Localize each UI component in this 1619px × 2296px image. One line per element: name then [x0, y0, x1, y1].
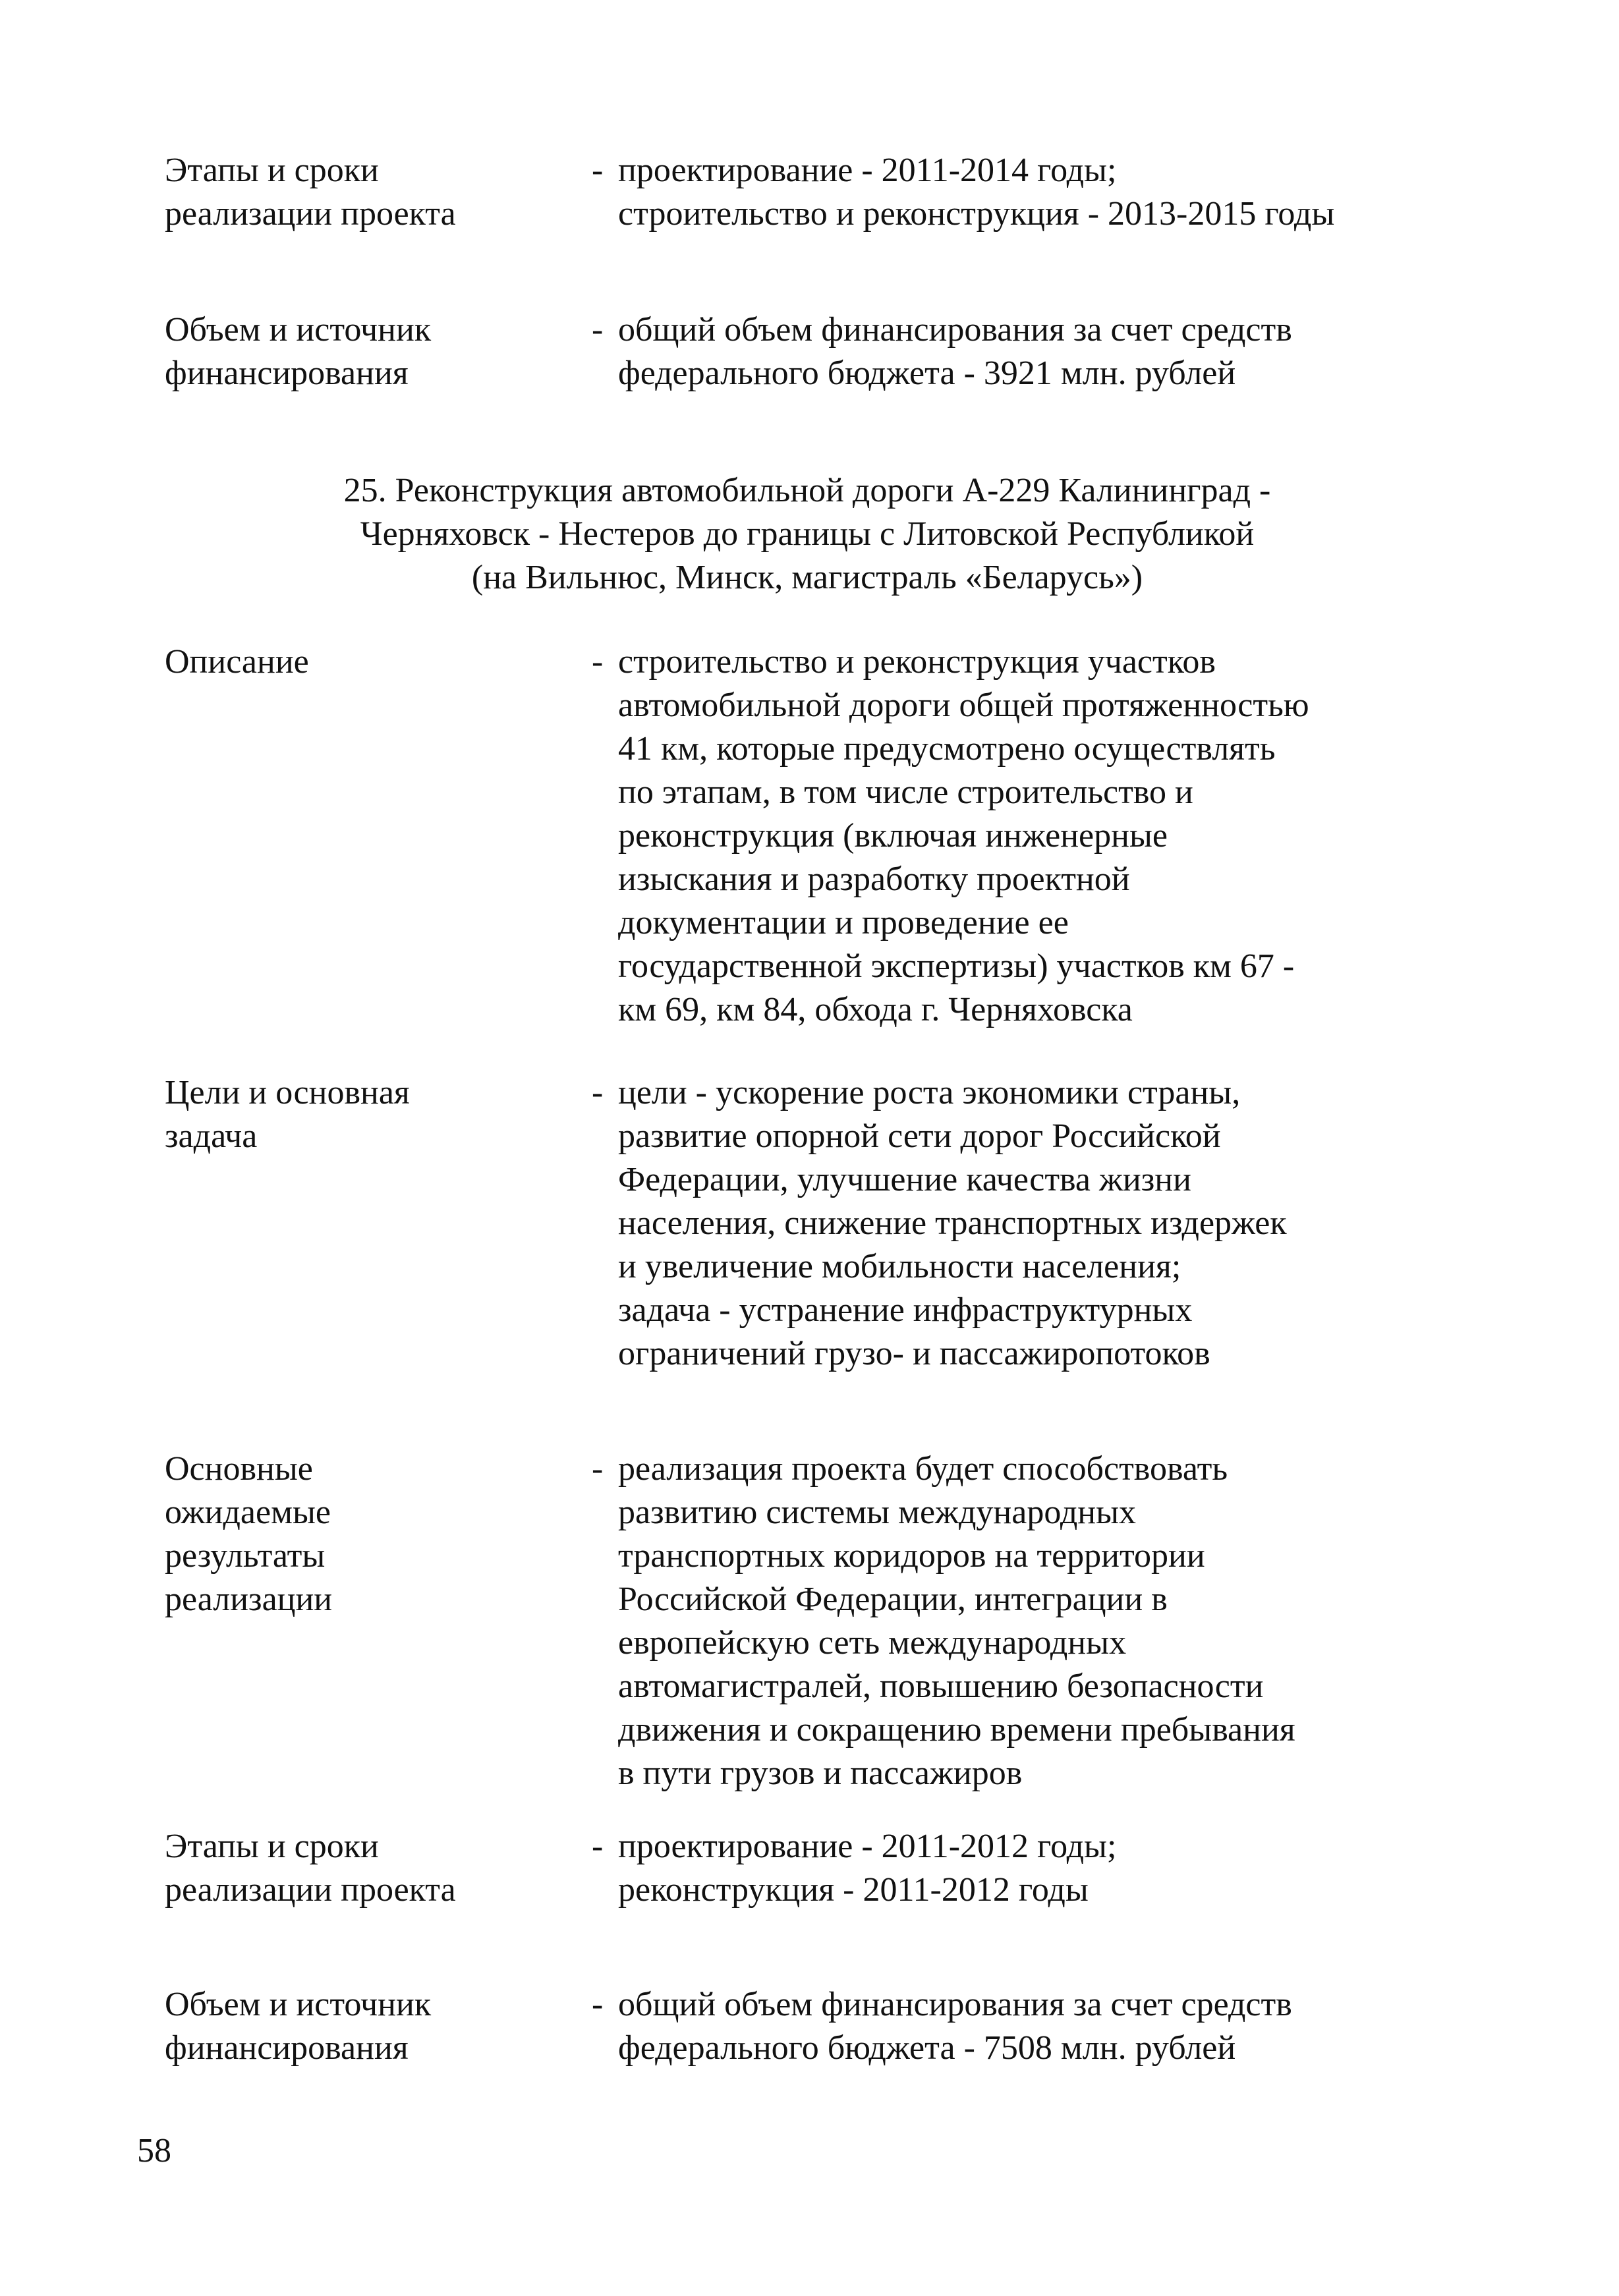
dash: - — [592, 1074, 604, 1111]
dash: - — [592, 311, 604, 349]
row-label: Объем и источник финансирования — [165, 1986, 432, 2067]
row-value-text: проектирование - 2011-2012 годы; реконструкция - 2011-2012 годы — [618, 1828, 1117, 1909]
row-label: Цели и основная задача — [165, 1074, 410, 1155]
row-label: Основные ожидаемые результаты реализации — [165, 1450, 333, 1618]
section-title: 25. Реконструкция автомобильной дороги А-229 Калининград - Черняховск - Нестеров до границы с Литовской Республикой (на Вильнюс, Минск, магистраль «Беларусь») — [343, 472, 1271, 596]
row-value-text: общий объем финансирования за счет средств федерального бюджета - 7508 млн. рублей — [618, 1986, 1292, 2067]
row-value-text: цели - ускорение роста экономики страны, развитие опорной сети дорог Российской Федерации, улучшение качества жизни населения, снижение транспортных издержек и увеличение мобильности населения; задача - устранение инфраструктурных ограничений грузо- и пассажиропотоков — [618, 1074, 1287, 1372]
dash: - — [592, 1450, 604, 1488]
row-label: Объем и источник финансирования — [165, 311, 432, 392]
row-value-text: общий объем финансирования за счет средств федерального бюджета - 3921 млн. рублей — [618, 311, 1292, 392]
row-value-text: реализация проекта будет способствовать развитию системы международных транспортных коридоров на территории Российской Федерации, интеграции в европейскую сеть международных автомагистралей, повышению безопасности движения и сокращению времени пребывания в пути грузов и пассажиров — [618, 1450, 1295, 1792]
row-value-text: проектирование - 2011-2014 годы; строительство и реконструкция - 2013-2015 годы — [618, 152, 1335, 233]
row-label: Этапы и сроки реализации проекта — [165, 1828, 456, 1909]
row-label: Описание — [165, 643, 309, 681]
row-value-text: строительство и реконструкция участков автомобильной дороги общей протяженностью 41 км, которые предусмотрено осуществлять по этапам, в том числе строительство и реконструкция (включая инженерные изыскания и разработку проектной документации и проведение ее государственной экспертизы) участков км 67 - км 69, км 84, обхода г. Черняховска — [618, 643, 1309, 1028]
row-label: Этапы и сроки реализации проекта — [165, 152, 456, 233]
dash: - — [592, 1828, 604, 1865]
dash: - — [592, 643, 604, 681]
dash: - — [592, 1986, 604, 2023]
page-number: 58 — [137, 2132, 171, 2170]
dash: - — [592, 152, 604, 189]
